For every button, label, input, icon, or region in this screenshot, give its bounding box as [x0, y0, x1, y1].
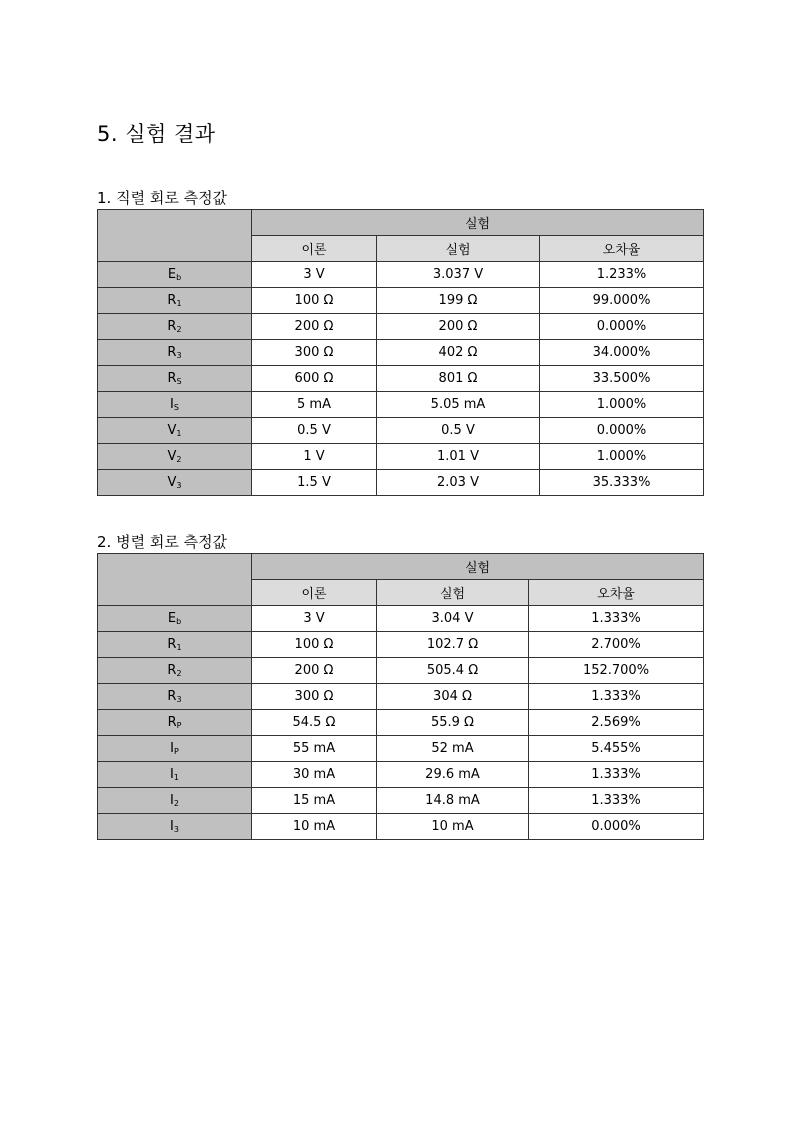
error-cell: 35.333%	[540, 470, 704, 496]
row-label: $I_1$	[98, 762, 252, 788]
row-label: $I_3$	[98, 814, 252, 840]
row-label: $V_1$	[98, 418, 252, 444]
column-header-error: 오차율	[540, 236, 704, 262]
measured-cell: 199 Ω	[377, 288, 540, 314]
table-row	[98, 262, 704, 288]
table-row	[98, 392, 704, 418]
measured-cell: 14.8 mA	[377, 788, 529, 814]
error-cell: 1.000%	[540, 444, 704, 470]
page-title: 5. 실험 결과	[97, 122, 216, 146]
theory-cell: 1.5 V	[252, 470, 377, 496]
measured-cell: 505.4 Ω	[377, 658, 529, 684]
series-section-title: 1. 직렬 회로 측정값	[97, 189, 228, 207]
measured-cell: 304 Ω	[377, 684, 529, 710]
measured-cell: 5.05 mA	[377, 392, 540, 418]
row-label: $I_2$	[98, 788, 252, 814]
row-label: $R_2$	[98, 314, 252, 340]
row-label: $R_3$	[98, 684, 252, 710]
table-row	[98, 418, 704, 444]
table-row	[98, 340, 704, 366]
measured-cell: 1.01 V	[377, 444, 540, 470]
measured-cell: 10 mA	[377, 814, 529, 840]
table-row	[98, 632, 704, 658]
table-row	[98, 762, 704, 788]
error-cell: 2.569%	[529, 710, 704, 736]
table-row	[98, 470, 704, 496]
table-row	[98, 314, 704, 340]
table-header-row	[98, 210, 704, 236]
table-row	[98, 444, 704, 470]
error-cell: 33.500%	[540, 366, 704, 392]
table-row	[98, 606, 704, 632]
measured-cell: 102.7 Ω	[377, 632, 529, 658]
theory-cell: 3 V	[252, 606, 377, 632]
column-header-theory: 이론	[252, 236, 377, 262]
measured-cell: 3.037 V	[377, 262, 540, 288]
table-row	[98, 288, 704, 314]
measured-cell: 0.5 V	[377, 418, 540, 444]
measured-cell: 2.03 V	[377, 470, 540, 496]
theory-cell: 1 V	[252, 444, 377, 470]
error-cell: 0.000%	[529, 814, 704, 840]
measured-cell: 801 Ω	[377, 366, 540, 392]
table-row	[98, 366, 704, 392]
row-label: $R_1$	[98, 632, 252, 658]
table-header-row	[98, 554, 704, 580]
theory-cell: 200 Ω	[252, 314, 377, 340]
table-row	[98, 736, 704, 762]
measured-cell: 29.6 mA	[377, 762, 529, 788]
measured-cell: 52 mA	[377, 736, 529, 762]
table-row	[98, 788, 704, 814]
column-header-error: 오차율	[529, 580, 704, 606]
error-cell: 1.233%	[540, 262, 704, 288]
error-cell: 99.000%	[540, 288, 704, 314]
parallel-section-title: 2. 병렬 회로 측정값	[97, 533, 228, 551]
error-cell: 1.333%	[529, 684, 704, 710]
column-header-measured: 실험	[377, 236, 540, 262]
row-label: $R_1$	[98, 288, 252, 314]
theory-cell: 30 mA	[252, 762, 377, 788]
error-cell: 0.000%	[540, 418, 704, 444]
row-label: $E_b$	[98, 262, 252, 288]
row-label: $R_3$	[98, 340, 252, 366]
row-label: $V_2$	[98, 444, 252, 470]
error-cell: 0.000%	[540, 314, 704, 340]
theory-cell: 300 Ω	[252, 684, 377, 710]
theory-cell: 10 mA	[252, 814, 377, 840]
table-row	[98, 658, 704, 684]
column-header-theory: 이론	[252, 580, 377, 606]
measured-cell: 402 Ω	[377, 340, 540, 366]
corner-header-cell	[98, 554, 252, 606]
measured-cell: 200 Ω	[377, 314, 540, 340]
table-row	[98, 710, 704, 736]
measured-cell: 55.9 Ω	[377, 710, 529, 736]
row-label: $R_P$	[98, 710, 252, 736]
theory-cell: 0.5 V	[252, 418, 377, 444]
parallel-results-table	[97, 553, 704, 840]
group-header: 실험	[252, 554, 704, 580]
corner-header-cell	[98, 210, 252, 262]
theory-cell: 5 mA	[252, 392, 377, 418]
theory-cell: 600 Ω	[252, 366, 377, 392]
error-cell: 1.000%	[540, 392, 704, 418]
measured-cell: 3.04 V	[377, 606, 529, 632]
theory-cell: 300 Ω	[252, 340, 377, 366]
error-cell: 2.700%	[529, 632, 704, 658]
theory-cell: 15 mA	[252, 788, 377, 814]
theory-cell: 100 Ω	[252, 632, 377, 658]
error-cell: 1.333%	[529, 606, 704, 632]
table-row	[98, 814, 704, 840]
group-header: 실험	[252, 210, 704, 236]
row-label: $I_S$	[98, 392, 252, 418]
row-label: $E_b$	[98, 606, 252, 632]
row-label: $R_S$	[98, 366, 252, 392]
table-row	[98, 684, 704, 710]
series-results-table	[97, 209, 704, 496]
error-cell: 1.333%	[529, 762, 704, 788]
column-header-measured: 실험	[377, 580, 529, 606]
theory-cell: 55 mA	[252, 736, 377, 762]
theory-cell: 100 Ω	[252, 288, 377, 314]
theory-cell: 54.5 Ω	[252, 710, 377, 736]
row-label: $I_P$	[98, 736, 252, 762]
theory-cell: 3 V	[252, 262, 377, 288]
error-cell: 152.700%	[529, 658, 704, 684]
error-cell: 5.455%	[529, 736, 704, 762]
error-cell: 34.000%	[540, 340, 704, 366]
row-label: $V_3$	[98, 470, 252, 496]
error-cell: 1.333%	[529, 788, 704, 814]
row-label: $R_2$	[98, 658, 252, 684]
theory-cell: 200 Ω	[252, 658, 377, 684]
